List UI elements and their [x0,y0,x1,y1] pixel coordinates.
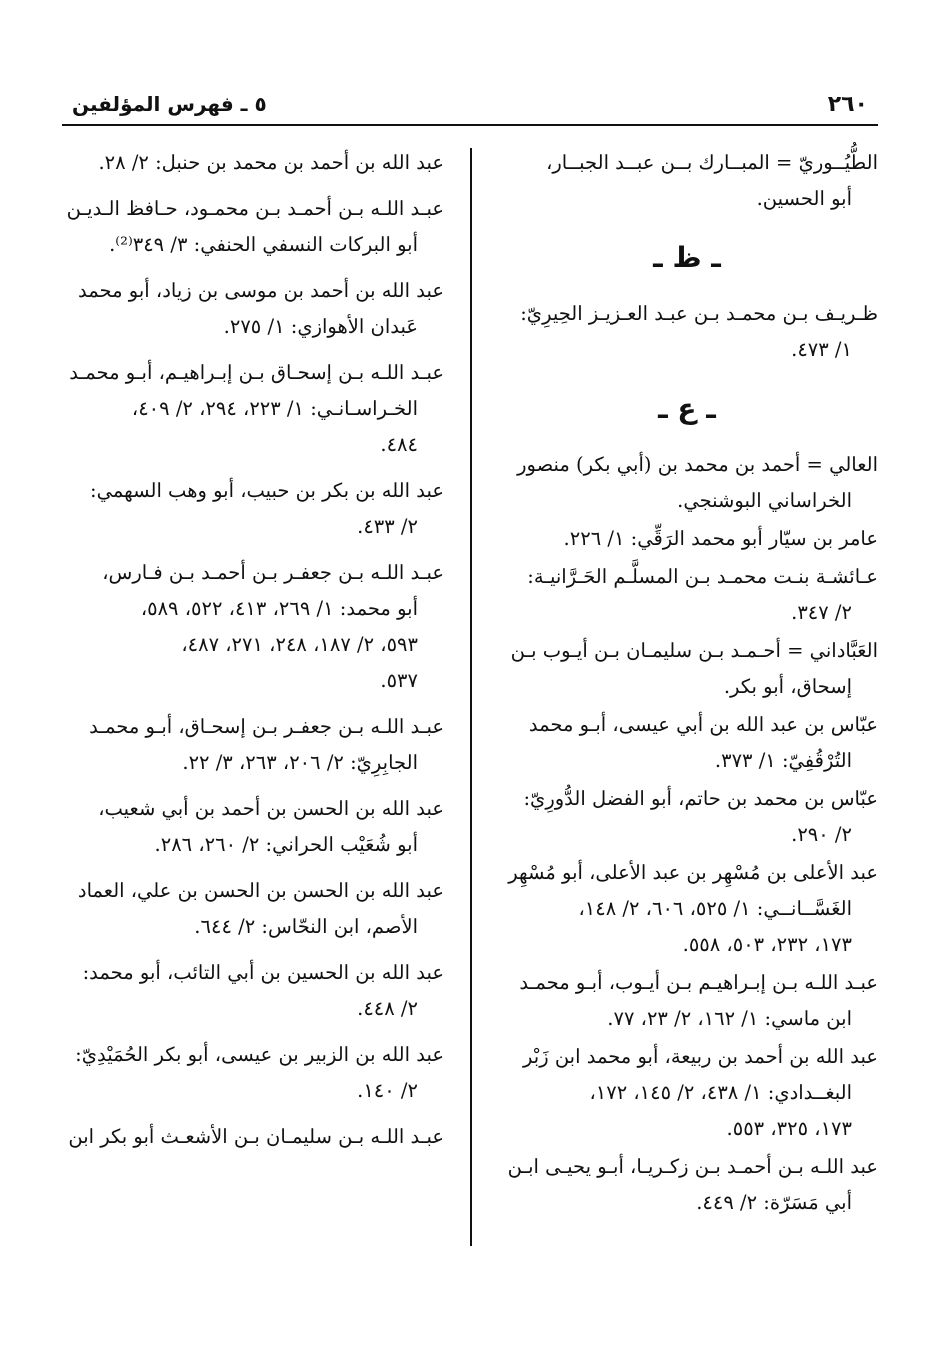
entry-line: أبو محمد: ١/ ٢٦٩، ٤١٣، ٥٢٢، ٥٨٩، [140,597,418,620]
entry-line: عبد الله بن الحسن بن الحسن بن علي، العماد [77,879,444,902]
entry-line: عبد الأعلى بن مُسْهِر بن عبد الأعلى، أبو مُسْهِر [508,861,878,884]
entry-line: ظـريـف بـن محمـد بـن عبـد العـزيـز الحِيرِيّ: [520,302,878,325]
index-entry [62,1037,444,1109]
entry-line: ٢/ ٣٤٧. [791,601,852,624]
entry-line: ٢/ ٤٤٨. [357,997,418,1020]
entry-line: إسحاق، أبو بكر. [723,675,852,698]
index-entry [496,855,878,963]
column-divider [470,148,472,1246]
index-entry [496,145,878,217]
entry-line: عبد الله بن أحمد بن محمد بن حنبل: ٢/ ٢٨. [98,151,444,174]
entry-line: عبد الله بن أحمد بن ربيعة، أبو محمد ابن زَبْر [523,1045,878,1068]
page-header [62,84,878,126]
index-entry [62,873,444,945]
entry-line: ٢/ ٤٣٣. [357,515,418,538]
index-entry [62,955,444,1027]
index-entry [62,355,444,463]
page-number: ٢٦٠ [827,91,868,117]
entry-line: الخراساني البوشنجي. [677,489,852,512]
entry-line: عبـد اللـه بـن إبـراهيـم بـن أيـوب، أبـو محمـد [519,971,878,994]
index-entry [62,791,444,863]
index-entry [496,1149,878,1221]
entry-line: الخـراسـانـي: ١/ ٢٢٣، ٢٩٤، ٢/ ٤٠٩، [131,397,418,420]
entry-line: أبو البركات النسفي الحنفي: ٣/ ٣٤٩⁽²⁾. [109,233,418,256]
index-entry [62,473,444,545]
letter-heading: ـ ظ ـ [653,241,721,274]
index-entry [62,145,444,181]
entry-line: عبد اللـه بـن أحمـد بـن زكـريـا، أبـو يحيـى ابـن [507,1155,878,1178]
entry-line: عبـد اللـه بـن جعفـر بـن إسحـاق، أبـو محمـد [89,715,444,738]
entry-line: عبد الله بن الحسن بن أحمد بن أبي شعيب، [98,797,444,820]
entry-line: ٥٣٧. [380,669,418,692]
left-column [62,145,444,1165]
entry-line: عَبدان الأهوازي: ١/ ٢٧٥. [223,315,418,338]
index-entry [496,965,878,1037]
entry-line: ١/ ٤٧٣. [791,338,852,361]
index-entry [62,191,444,263]
entry-line: البغــدادي: ١/ ٤٣٨، ٢/ ١٤٥، ١٧٢، [589,1081,852,1104]
entry-line: التُرْقُفِيّ: ١/ ٣٧٣. [714,749,852,772]
entry-line: الجابِرِيّ: ٢/ ٢٠٦، ٢٦٣، ٣/ ٢٢. [182,751,418,774]
entry-line: عبـد اللـه بـن سليمـان بـن الأشعـث أبو بكر ابن [68,1125,444,1148]
entry-line: عبد الله بن أحمد بن موسى بن زياد، أبو محمد [78,279,444,302]
letter-heading: ـ ع ـ [658,392,716,425]
index-entry [62,555,444,699]
entry-line: ابن ماسي: ١/ ١٦٢، ٢/ ٢٣، ٧٧. [607,1007,852,1030]
section-title: ٥ ـ فهرس المؤلفين [72,92,267,116]
entry-line: عـائشـة بنـت محمـد بـن المسلَّـم الحَـرَّانيـة: [527,565,878,588]
entry-line: أبي مَسَرّة: ٢/ ٤٤٩. [696,1191,852,1214]
entry-line: ٤٨٤. [380,433,418,456]
index-entry [62,1119,444,1155]
entry-line: ٢/ ١٤٠. [357,1079,418,1102]
index-entry [496,633,878,705]
entry-line: ٥٩٣، ٢/ ١٨٧، ٢٤٨، ٢٧١، ٤٨٧، [181,633,418,656]
entry-line: عبد الله بن الزبير بن عيسى، أبو بكر الحُمَيْدِيّ: [75,1043,444,1066]
entry-line: عبّاس بن محمد بن حاتم، أبو الفضل الدُّورِيّ: [523,787,878,810]
entry-line: الأصم، ابن النحّاس: ٢/ ٦٤٤. [194,915,418,938]
index-entry [496,1039,878,1147]
entry-line: الطُّيُــوريّ = المبــارك بــن عبــد الجبــار، [546,151,878,174]
entry-line: العالي = أحمد بن محمد بن (أبي بكر) منصور [517,453,878,476]
entry-line: أبو الحسين. [756,187,852,210]
index-entry [62,709,444,781]
right-column [496,145,878,1223]
entry-line: عبـد اللـه بـن أحمـد بـن محمـود، حـافظ الـديـن [66,197,444,220]
entry-line: ١٧٣، ٢٣٢، ٥٠٣، ٥٥٨. [682,933,852,956]
entry-line: أبو شُعَيْب الحراني: ٢/ ٢٦٠، ٢٨٦. [154,833,418,856]
entry-line: عامر بن سيّار أبو محمد الرَقِّي: ١/ ٢٢٦. [563,527,878,550]
entry-line: عبد الله بن بكر بن حبيب، أبو وهب السهمي: [90,479,444,502]
index-entry [496,781,878,853]
entry-line: ١٧٣، ٣٢٥، ٥٥٣. [726,1117,852,1140]
index-entry [496,521,878,557]
entry-line: عبـد اللـه بـن إسحـاق بـن إبـراهيـم، أبـو محمـد [69,361,444,384]
entry-line: عبـد اللـه بـن جعفـر بـن أحمـد بـن فـارس، [102,561,444,584]
index-entry [496,296,878,368]
index-entry [496,707,878,779]
entry-line: عبّاس بن عبد الله بن أبي عيسى، أبـو محمد [528,713,878,736]
entry-line: العَبَّاداني = أحـمـد بـن سليمـان بـن أيـوب بـن [510,639,878,662]
entry-line: الغَسَّــانــي: ١/ ٥٢٥، ٦٠٦، ٢/ ١٤٨، [578,897,852,920]
index-entry [496,559,878,631]
entry-line: ٢/ ٢٩٠. [791,823,852,846]
entry-line: عبد الله بن الحسين بن أبي التائب، أبو محمد: [82,961,444,984]
index-entry [496,447,878,519]
index-entry [62,273,444,345]
